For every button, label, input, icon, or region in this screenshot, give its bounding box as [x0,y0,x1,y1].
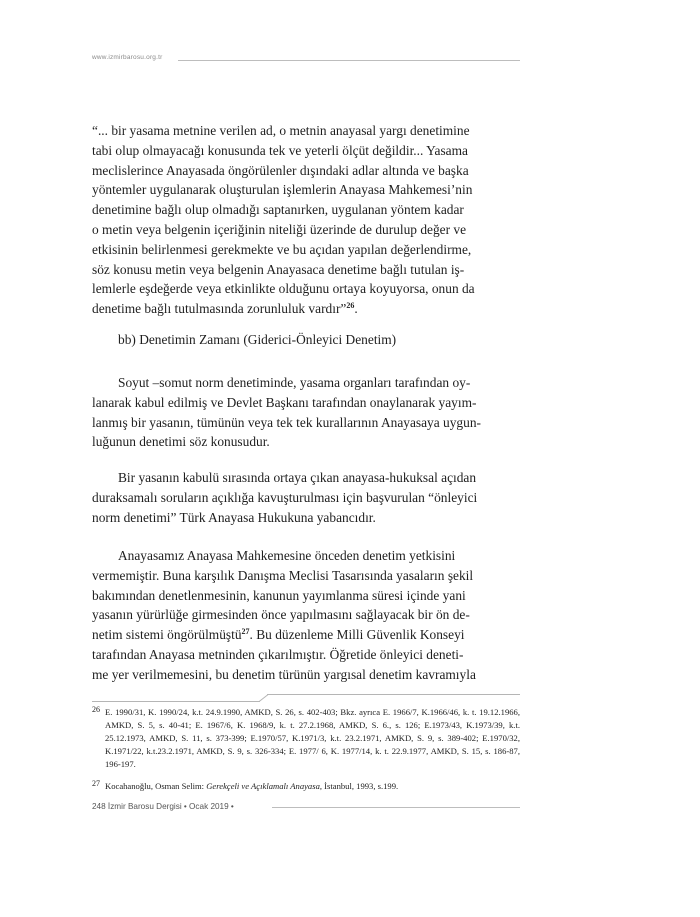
text-line: lanmış bir yasanın, tümünün veya tek tek kurallarının Anayasaya uygun- [92,414,481,430]
divider-segment [92,701,260,702]
text-line: Bir yasanın kabulü sırasında ortaya çıkan anayasa-hukuksal açıdan [118,470,477,485]
text-line: Anayasamız Anayasa Mahkemesine önceden denetim yetkisini [118,548,456,563]
text-line: bakımından denetlenmesinin, kanunun yayımlanma süresi içinde yani [92,587,466,603]
text-fragment: . Bu düzenleme Milli Güvenlik Konseyi [249,627,465,643]
text-line: norm denetimi” Türk Anayasa Hukukuna yabancıdır. [92,509,376,525]
text-line: yasanın yürürlüğe girmesinden önce yapılmasını sağlayacak bir ön de- [92,607,470,623]
footnote-text: E. 1990/31, K. 1990/24, k.t. 24.9.1990, AMKD, S. 26, s. 402-403; Bkz. ayrıca E. 1966/7, K.1966/46, k. t. 19.12.1966, AMKD, S. 5, s. 40-41; E. 1967/6, K. 1968/9, k. t. 27.2.1968, AMKD, S. 6., s. 126; E.1973/43, K.1973/39, k.t. 25.12.1973, AMKD, S. 11, s. 373-399; E.1970/57, K.1971/3, k.t. 23.2.1971, AMKD, S. 9, s. 389-402; E.1970/32, K.1971/22, k.t.23.2.1971, AMKD, S. 9, s. 326-334; E. 1977/ 6, K. 1977/14, k. t. 22.9.1977, AMKD, S. 15, s. 186-87, 196-197. [105,707,520,769]
text-line: me yer verilmemesini, bu denetim türünün yargısal denetim kavramıyla [92,666,476,682]
text-line-with-ref [92,625,520,645]
footnote-text: , İstanbul, 1993, s.199. [319,781,399,791]
text-fragment: denetime bağlı tutulmasında zorunluluk vardır” [92,301,347,317]
text-line: duraksamalı soruların açıklığa kavuşturulması için başvurulan “önleyici [92,489,478,505]
paragraph-onleyici [92,468,520,527]
header-rule [178,60,520,61]
quote-paragraph [92,121,520,319]
text-line: vermemiştir. Buna karşılık Danışma Meclisi Tasarısında yasaların şekil [92,567,474,583]
text-line: o metin veya belgenin içeriğinin niteliği üzerinde de durulup değer ve [92,221,467,237]
paragraph-anayasamiz [92,546,520,685]
text-line: etkisinin belirlenmesi gerekmekte ve bu açıdan yapılan değerlendirme, [92,241,472,257]
divider-segment [267,694,520,695]
footnote-ref-27[interactable]: 27 [241,627,250,637]
text-line: yöntemler uygulanarak oluşturulan işlemlerin Anayasa Mahkemesi’nin [92,182,473,198]
text-line: Soyut –somut norm denetiminde, yasama organları tarafından oy- [118,375,471,390]
paragraph-soyut [92,373,520,452]
text-line: tarafından Anayasa metninden çıkarılmıştır. Öğretide önleyici deneti- [92,646,464,662]
divider-segment [259,694,268,702]
footnote-book-title: Gerekçeli ve Açıklamalı Anayasa [206,781,320,791]
running-header [92,54,520,66]
text-line: lemlerle eşdeğerde veya etkinlikte olduğunu ortaya koyuyorsa, onun da [92,281,475,297]
text-line: söz konusu metin veya belgenin Anayasaca denetime bağlı tutulan iş- [92,261,465,277]
footnote-divider [92,692,520,702]
footnote-ref-26[interactable]: 26 [346,301,355,311]
text-line: denetimine bağlı olup olmadığı saptanırken, uygulanan yöntem kadar [92,202,464,218]
footnote-27 [92,780,520,793]
footer-text: 248 İzmir Barosu Dergisi • Ocak 2019 • [92,802,234,811]
text-fragment: . [354,301,358,317]
footnote-26 [92,706,520,771]
running-footer [92,802,520,814]
footnote-number: 27 [92,779,100,788]
footer-rule [272,807,520,808]
text-line: lanarak kabul edilmiş ve Devlet Başkanı tarafından onaylanarak yayım- [92,394,477,410]
text-line-last [92,299,520,319]
text-line: luğunun denetimi söz konusudur. [92,434,270,450]
text-line: tabi olup olmayacağı konusunda tek ve yeterli ölçüt değildir... Yasama [92,142,468,158]
text-line: “... bir yasama metnine verilen ad, o metnin anayasal yargı denetimine [92,123,470,138]
header-url[interactable]: www.izmirbarosu.org.tr [92,54,163,61]
footnote-text: Kocahanoğlu, Osman Selim: [105,781,207,791]
footnote-number: 26 [92,705,100,714]
text-line: meclislerince Anayasada öngörülenler dışındaki adlar altında ve başka [92,162,469,178]
text-fragment: netim sistemi öngörülmüştü [92,627,242,643]
section-heading: bb) Denetimin Zamanı (Giderici-Önleyici Denetim) [118,332,397,347]
